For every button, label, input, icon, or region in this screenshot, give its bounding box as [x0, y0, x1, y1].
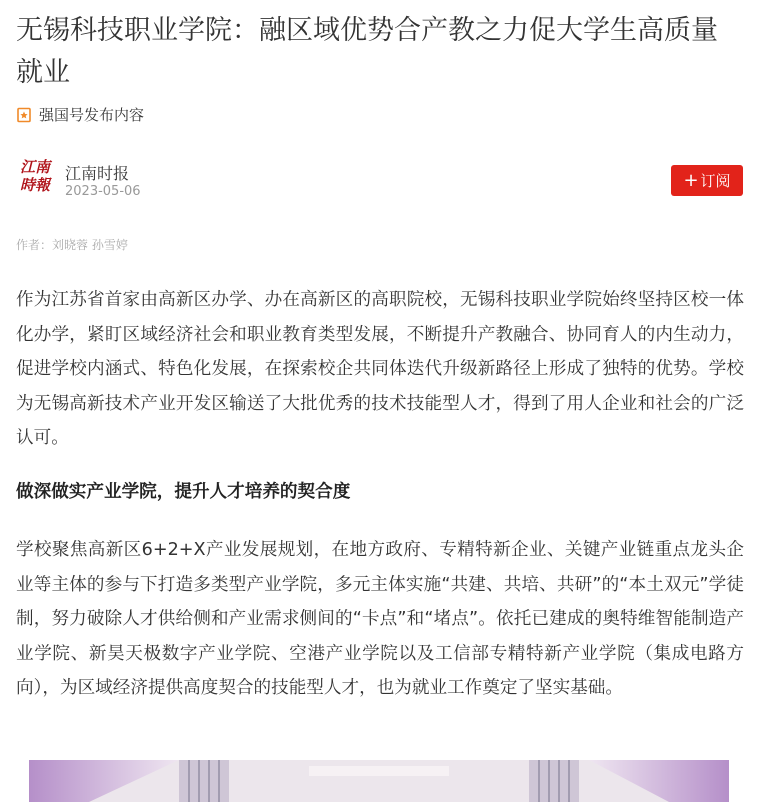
article-title: 无锡科技职业学院：融区域优势合产教之力促大学生高质量就业: [16, 15, 718, 88]
publish-date: 2023-05-06: [65, 184, 141, 199]
source-tag: [16, 104, 144, 125]
source-label: 强国号发布内容: [39, 106, 145, 124]
subscribe-button[interactable]: [671, 165, 743, 196]
author-name[interactable]: 江南时报: [65, 164, 130, 183]
article-paragraph: 学校聚焦高新区6+2+X产业发展规划，在地方政府、专精特新企业、关键产业链重点龙头企业等主体的参与下打造多类型产业学院，多元主体实施“共建、共培、共研”的“本土双元”学徒制，努力破除人才供给侧和产业需求侧间的“卡点”和“堵点”。依托已建成的奥特维智能制造产业学院、新昊天极数字产业学院、空港产业学院以及工信部专精特新产业学院（集成电路方向），为区域经济提供高度契合的技能型人才，也为就业工作奠定了坚实基础。: [16, 540, 744, 698]
section-heading: 做深做实产业学院，提升人才培养的契合度: [16, 482, 351, 502]
article-byline: 作者：刘晓蓉 孙雪婷: [16, 238, 128, 252]
article-paragraph: 作为江苏省首家由高新区办学、办在高新区的高职院校，无锡科技职业学院始终坚持区校一体化办学，紧盯区域经济社会和职业教育类型发展，不断提升产教融合、协同育人的内生动力，促进学校内涵式、特色化发展，在探索校企共同体迭代升级新路径上形成了独特的优势。学校为无锡高新技术产业开发区输送了大批优秀的技术技能型人才，得到了用人企业和社会的广泛认可。: [16, 290, 744, 448]
author-bar: [16, 155, 743, 205]
avatar-text-line2: 時報: [19, 176, 50, 194]
avatar-text-line1: 江南: [19, 158, 50, 176]
article-photo: [29, 760, 729, 802]
author-avatar[interactable]: [16, 158, 54, 198]
subscribe-label: 订阅: [700, 172, 731, 190]
article-photo-graphic: [29, 760, 729, 802]
plus-icon: +: [683, 169, 699, 191]
badge-icon: [16, 107, 32, 123]
